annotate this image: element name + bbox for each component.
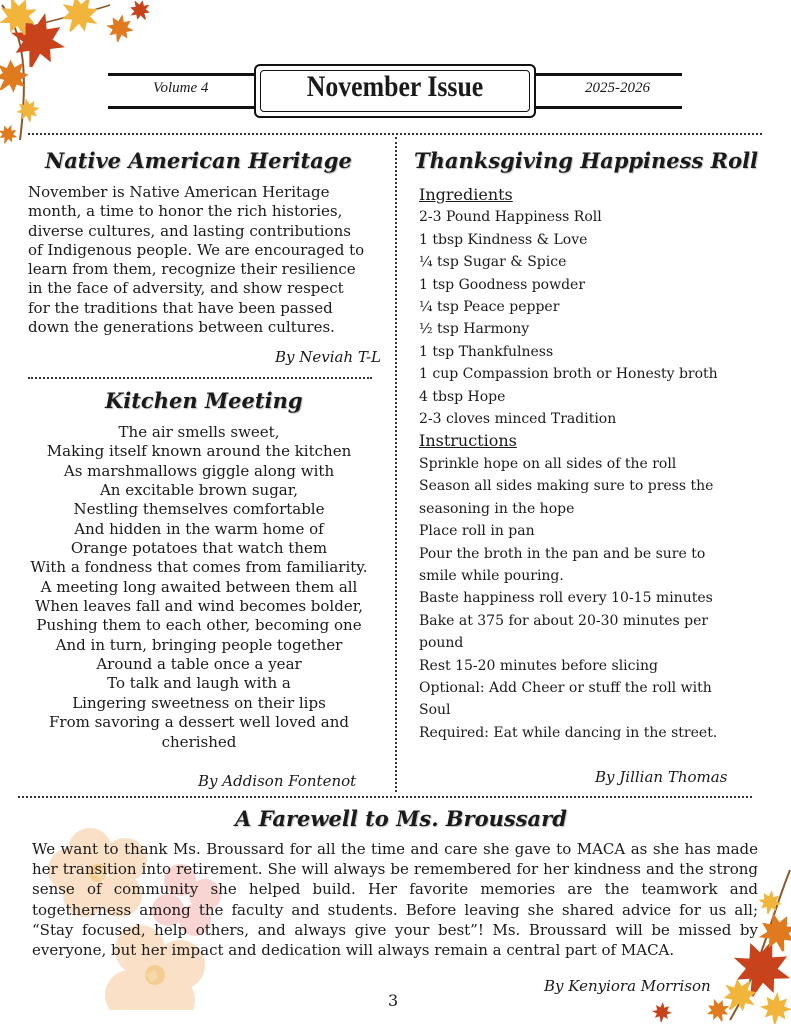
instructions-label: Instructions: [419, 431, 517, 451]
instruction-line: seasoning in the hope: [419, 500, 575, 517]
poem-line: Making itself known around the kitchen: [46, 442, 352, 461]
poem-line: As marshmallows giggle along with: [63, 461, 335, 480]
issue-title: November Issue: [306, 70, 484, 103]
instruction-line: Pour the broth in the pan and be sure to: [419, 545, 706, 562]
volume-label: Volume 4: [153, 80, 209, 96]
ingredient-item: 1 tsp Thankfulness: [419, 343, 554, 360]
header-rule-right-top: [536, 73, 682, 76]
divider-top: [28, 133, 762, 135]
header-rule-left-top: [108, 73, 254, 76]
instruction-line: Rest 15-20 minutes before slicing: [419, 657, 658, 674]
poem-line: The air smells sweet,: [118, 423, 280, 441]
kitchen-meeting-byline: By Addison Fontenot: [198, 772, 357, 790]
kitchen-meeting-poem: [14, 423, 384, 752]
poem-line: Pushing them to each other, becoming one: [36, 616, 362, 635]
divider-left-mid: [28, 377, 372, 379]
native-heritage-byline: By Neviah T-L: [275, 348, 382, 366]
native-heritage-body: November is Native American Heritage month, a time to honor the rich histories, diverse cultures, and lasting contributions of Indigenous people. We are encouraged to learn from them, recognize their resilience in the face of adversity, and show respect for the traditions that have been passed down the generations between cultures.: [28, 183, 365, 337]
poem-line: Around a table once a year: [96, 655, 302, 674]
ingredient-item: 1 cup Compassion broth or Honesty broth: [419, 366, 718, 383]
instruction-line: pound: [419, 635, 464, 652]
poem-line: An excitable brown sugar,: [99, 481, 299, 500]
divider-bottom: [18, 796, 752, 798]
poem-line: From savoring a dessert well loved and: [48, 713, 349, 732]
instruction-line: smile while pouring.: [419, 567, 564, 584]
poem-line: When leaves fall and wind becomes bolder,: [35, 597, 363, 616]
instruction-line: Soul: [419, 702, 451, 719]
poem-line: And hidden in the warm home of: [74, 519, 324, 538]
poem-line: cherished: [161, 732, 237, 751]
instruction-line: Baste happiness roll every 10-15 minutes: [419, 590, 713, 607]
poem-line: A meeting long awaited between them all: [40, 577, 358, 596]
ingredient-item: 1 tbsp Kindness & Love: [419, 231, 588, 248]
header-rule-right-bottom: [536, 106, 682, 109]
recipe-heading: Thanksgiving Happiness Roll: [414, 148, 759, 173]
ingredient-item: 4 tbsp Hope: [419, 388, 506, 405]
page-number: 3: [388, 991, 399, 1010]
poem-line: With a fondness that comes from familiarity.: [30, 558, 368, 577]
ingredients-label: Ingredients: [419, 185, 513, 204]
poem-line: And in turn, bringing people together: [55, 635, 343, 654]
ingredient-item: 1 tsp Goodness powder: [419, 276, 586, 293]
ingredient-item: ½ tsp Harmony: [419, 321, 530, 338]
poem-line: Orange potatoes that watch them: [70, 539, 328, 558]
school-year: 2025-2026: [585, 80, 650, 96]
instruction-line: Sprinkle hope on all sides of the roll: [419, 455, 677, 472]
ingredient-item: 2-3 cloves minced Tradition: [419, 411, 617, 428]
instruction-line: Season all sides making sure to press the: [419, 478, 714, 495]
instruction-line: Bake at 375 for about 20-30 minutes per: [419, 612, 709, 629]
recipe-byline: By Jillian Thomas: [595, 768, 728, 786]
farewell-body: We want to thank Ms. Broussard for all the time and care she gave to MACA as she has made her transition into retirement. She will always be remembered for her kindness and the strong sense of community she helped build. Her favorite memories are the teamwork and togetherness among the faculty and students. Before leaving she shared advice for us all; “Stay focused, help others, and always give your best”! Ms. Broussard will be missed by everyone, but her impact and dedication will always remain a central part of MACA.: [32, 840, 758, 960]
instruction-line: Optional: Add Cheer or stuff the roll with: [419, 679, 712, 696]
divider-column: [395, 137, 397, 792]
recipe-body: [419, 184, 759, 744]
kitchen-meeting-heading: Kitchen Meeting: [105, 388, 303, 413]
instruction-line: Required: Eat while dancing in the street.: [419, 724, 718, 741]
poem-line: To talk and laugh with a: [107, 674, 291, 693]
instruction-line: Place roll in pan: [419, 523, 535, 540]
native-heritage-heading: Native American Heritage: [45, 148, 352, 173]
farewell-byline: By Kenyiora Morrison: [544, 977, 711, 995]
poem-line: Lingering sweetness on their lips: [72, 693, 326, 712]
farewell-heading: A Farewell to Ms. Broussard: [235, 806, 567, 831]
ingredient-item: ¼ tsp Sugar & Spice: [419, 254, 567, 271]
header-rule-left-bottom: [108, 106, 254, 109]
poem-line: Nestling themselves comfortable: [73, 500, 325, 519]
ingredient-item: 2-3 Pound Happiness Roll: [419, 209, 602, 226]
ingredient-item: ¼ tsp Peace pepper: [419, 299, 560, 316]
